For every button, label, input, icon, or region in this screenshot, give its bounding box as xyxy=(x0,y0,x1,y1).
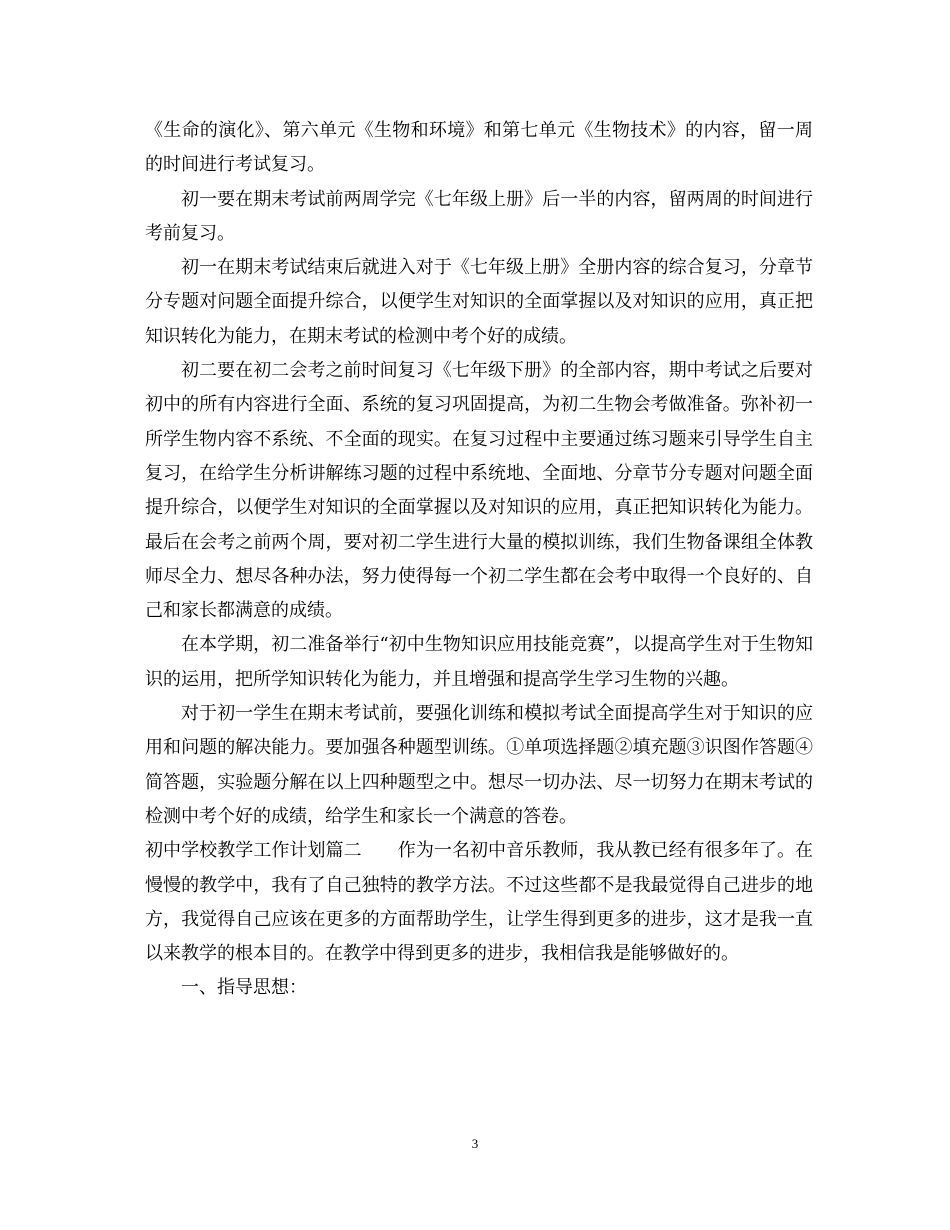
document-body xyxy=(145,114,813,1006)
paragraph: 初二要在初二会考之前时间复习《七年级下册》的全部内容，期中考试之后要对初中的所有内容进行全面、系统的复习巩固提高，为初二生物会考做准备。弥补初一所学生物内容不系统、不全面的现实。在复习过程中主要通过练习题来引导学生自主复习，在给学生分析讲解练习题的过程中系统地、全面地、分章节分专题对问题全面提升综合，以便学生对知识的全面掌握以及对知识的应用，真正把知识转化为能力。最后在会考之前两个周，要对初二学生进行大量的模拟训练，我们生物备课组全体教师尽全力、想尽各种办法，努力使得每一个初二学生都在会考中取得一个良好的、自己和家长都满意的成绩。 xyxy=(145,360,813,622)
paragraph-continuation: 《生命的演化》、第六单元《生物和环境》和第七单元《生物技术》的内容，留一周的时间进行考试复习。 xyxy=(145,120,813,176)
paragraph: 在本学期，初二准备举行“初中生物知识应用技能竞赛”，以提高学生对于生物知识的运用，把所学知识转化为能力，并且增强和提高学生学习生物的兴趣。 xyxy=(145,634,813,690)
paragraph: 初一在期末考试结束后就进入对于《七年级上册》全册内容的综合复习，分章节分专题对问题全面提升综合，以便学生对知识的全面掌握以及对知识的应用，真正把知识转化为能力，在期末考试的检测中考个好的成绩。 xyxy=(145,257,813,347)
page-number: 3 xyxy=(471,1136,479,1151)
section-heading-paragraph: 初中学校教学工作计划篇二 作为一名初中音乐教师，我从教已经有很多年了。在慢慢的教学中，我有了自己独特的教学方法。不过这些都不是我最觉得自己进步的地方，我觉得自己应该在更多的方面帮助学生，让学生得到更多的进步，这才是我一直以来教学的根本目的。在教学中得到更多的进步，我相信我是能够做好的。 xyxy=(145,840,813,965)
paragraph: 对于初一学生在期末考试前，要强化训练和模拟考试全面提高学生对于知识的应用和问题的解决能力。要加强各种题型训练。①单项选择题②填充题③识图作答题④简答题，实验题分解在以上四种题型之中。想尽一切办法、尽一切努力在期末考试的检测中考个好的成绩，给学生和家长一个满意的答卷。 xyxy=(145,703,813,827)
subheading: 一、指导思想： xyxy=(181,977,307,999)
paragraph: 初一要在期末考试前两周学完《七年级上册》后一半的内容，留两周的时间进行考前复习。 xyxy=(145,188,813,244)
